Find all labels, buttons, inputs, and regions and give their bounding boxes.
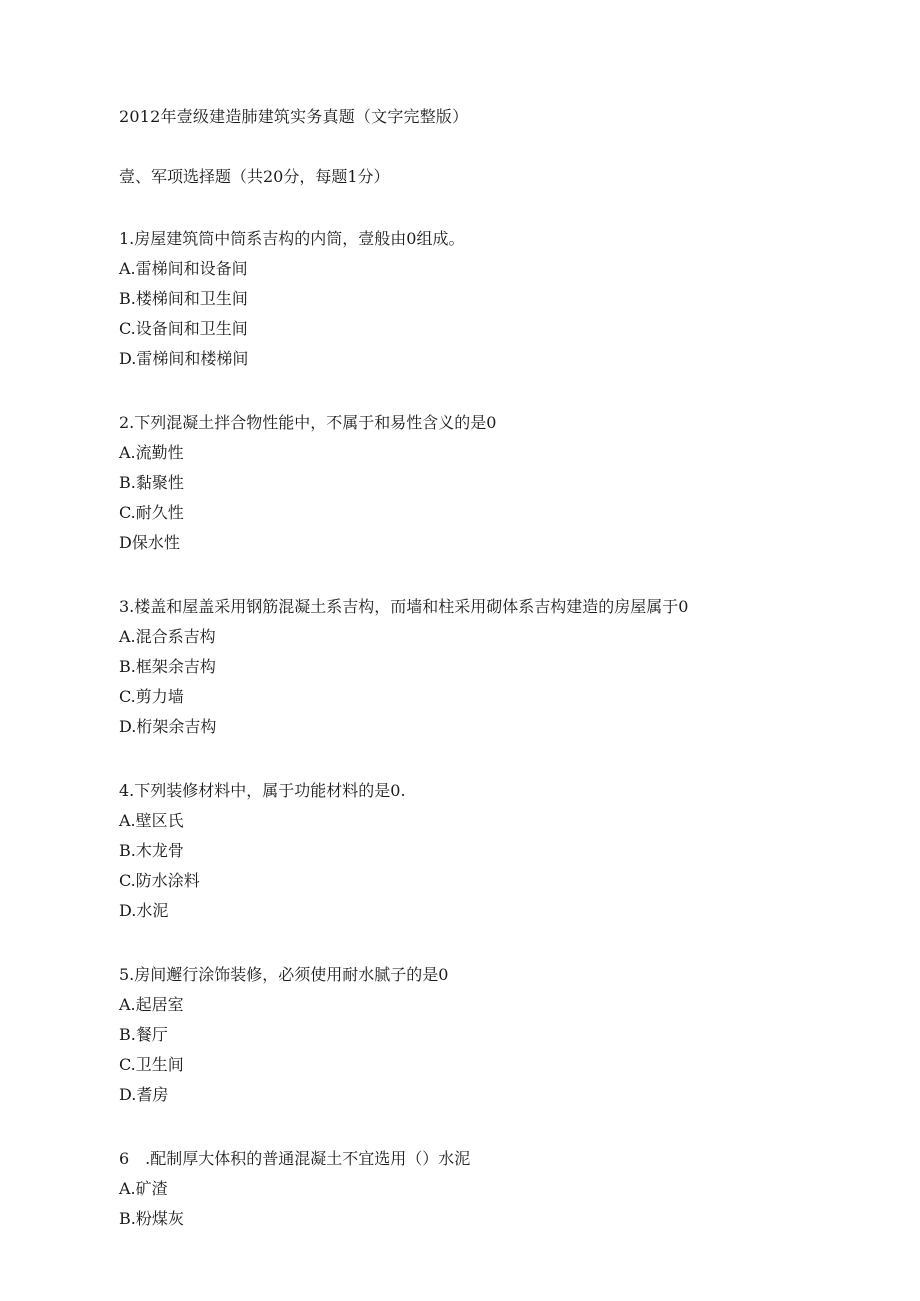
question-stem: 3.楼盖和屋盖采用钢筋混凝土系吉构，而墙和柱采用砌体系吉构建造的房屋属于0 (119, 597, 689, 616)
option-a: A.雷梯间和设备间 (119, 259, 248, 278)
question-2 (119, 408, 839, 558)
option-a: A.起居室 (119, 995, 184, 1014)
question-1 (119, 224, 839, 374)
option-a: A.壁区氏 (119, 811, 184, 830)
option-b: B.楼梯间和卫生间 (119, 289, 248, 308)
question-stem: 2.下列混凝土拌合物性能中，不属于和易性含义的是0 (119, 413, 497, 432)
option-b: B.木龙骨 (119, 841, 184, 860)
option-d: D保水性 (119, 533, 180, 552)
question-stem: 4.下列装修材料中，属于功能材料的是0. (119, 781, 406, 800)
question-3 (119, 592, 839, 742)
option-b: B.粉煤灰 (119, 1209, 184, 1228)
option-d: D.雷梯间和楼梯间 (119, 349, 249, 368)
option-b: B.框架余吉构 (119, 657, 216, 676)
option-c: C.防水涂料 (119, 871, 200, 890)
option-a: A.矿渣 (119, 1179, 168, 1198)
option-c: C.耐久性 (119, 503, 184, 522)
option-c: C.设备间和卫生间 (119, 319, 248, 338)
question-5 (119, 960, 839, 1110)
option-c: C.剪力墙 (119, 687, 184, 706)
option-b: B.餐厅 (119, 1025, 168, 1044)
question-stem: 5.房间邂行涂饰装修，必须使用耐水腻子的是0 (119, 965, 449, 984)
option-d: D.耆房 (119, 1085, 169, 1104)
question-6 (119, 1144, 839, 1234)
option-a: A.流勤性 (119, 443, 184, 462)
document-page (119, 104, 839, 1234)
question-4 (119, 776, 839, 926)
question-stem: 1.房屋建筑筒中筒系吉构的内筒，壹般由0组成。 (119, 229, 465, 248)
option-a: A.混合系吉构 (119, 627, 216, 646)
option-d: D.水泥 (119, 901, 169, 920)
document-title: 2012年壹级建造肺建筑实务真题（文字完整版） (119, 107, 469, 126)
option-d: D.桁架余吉构 (119, 717, 217, 736)
section-heading: 壹、军项选择题（共20分，每题1分） (119, 167, 390, 186)
option-c: C.卫生间 (119, 1055, 184, 1074)
option-b: B.黏聚性 (119, 473, 184, 492)
question-stem: 6 .配制厚大体积的普通混凝土不宜选用（）水泥 (119, 1149, 471, 1168)
